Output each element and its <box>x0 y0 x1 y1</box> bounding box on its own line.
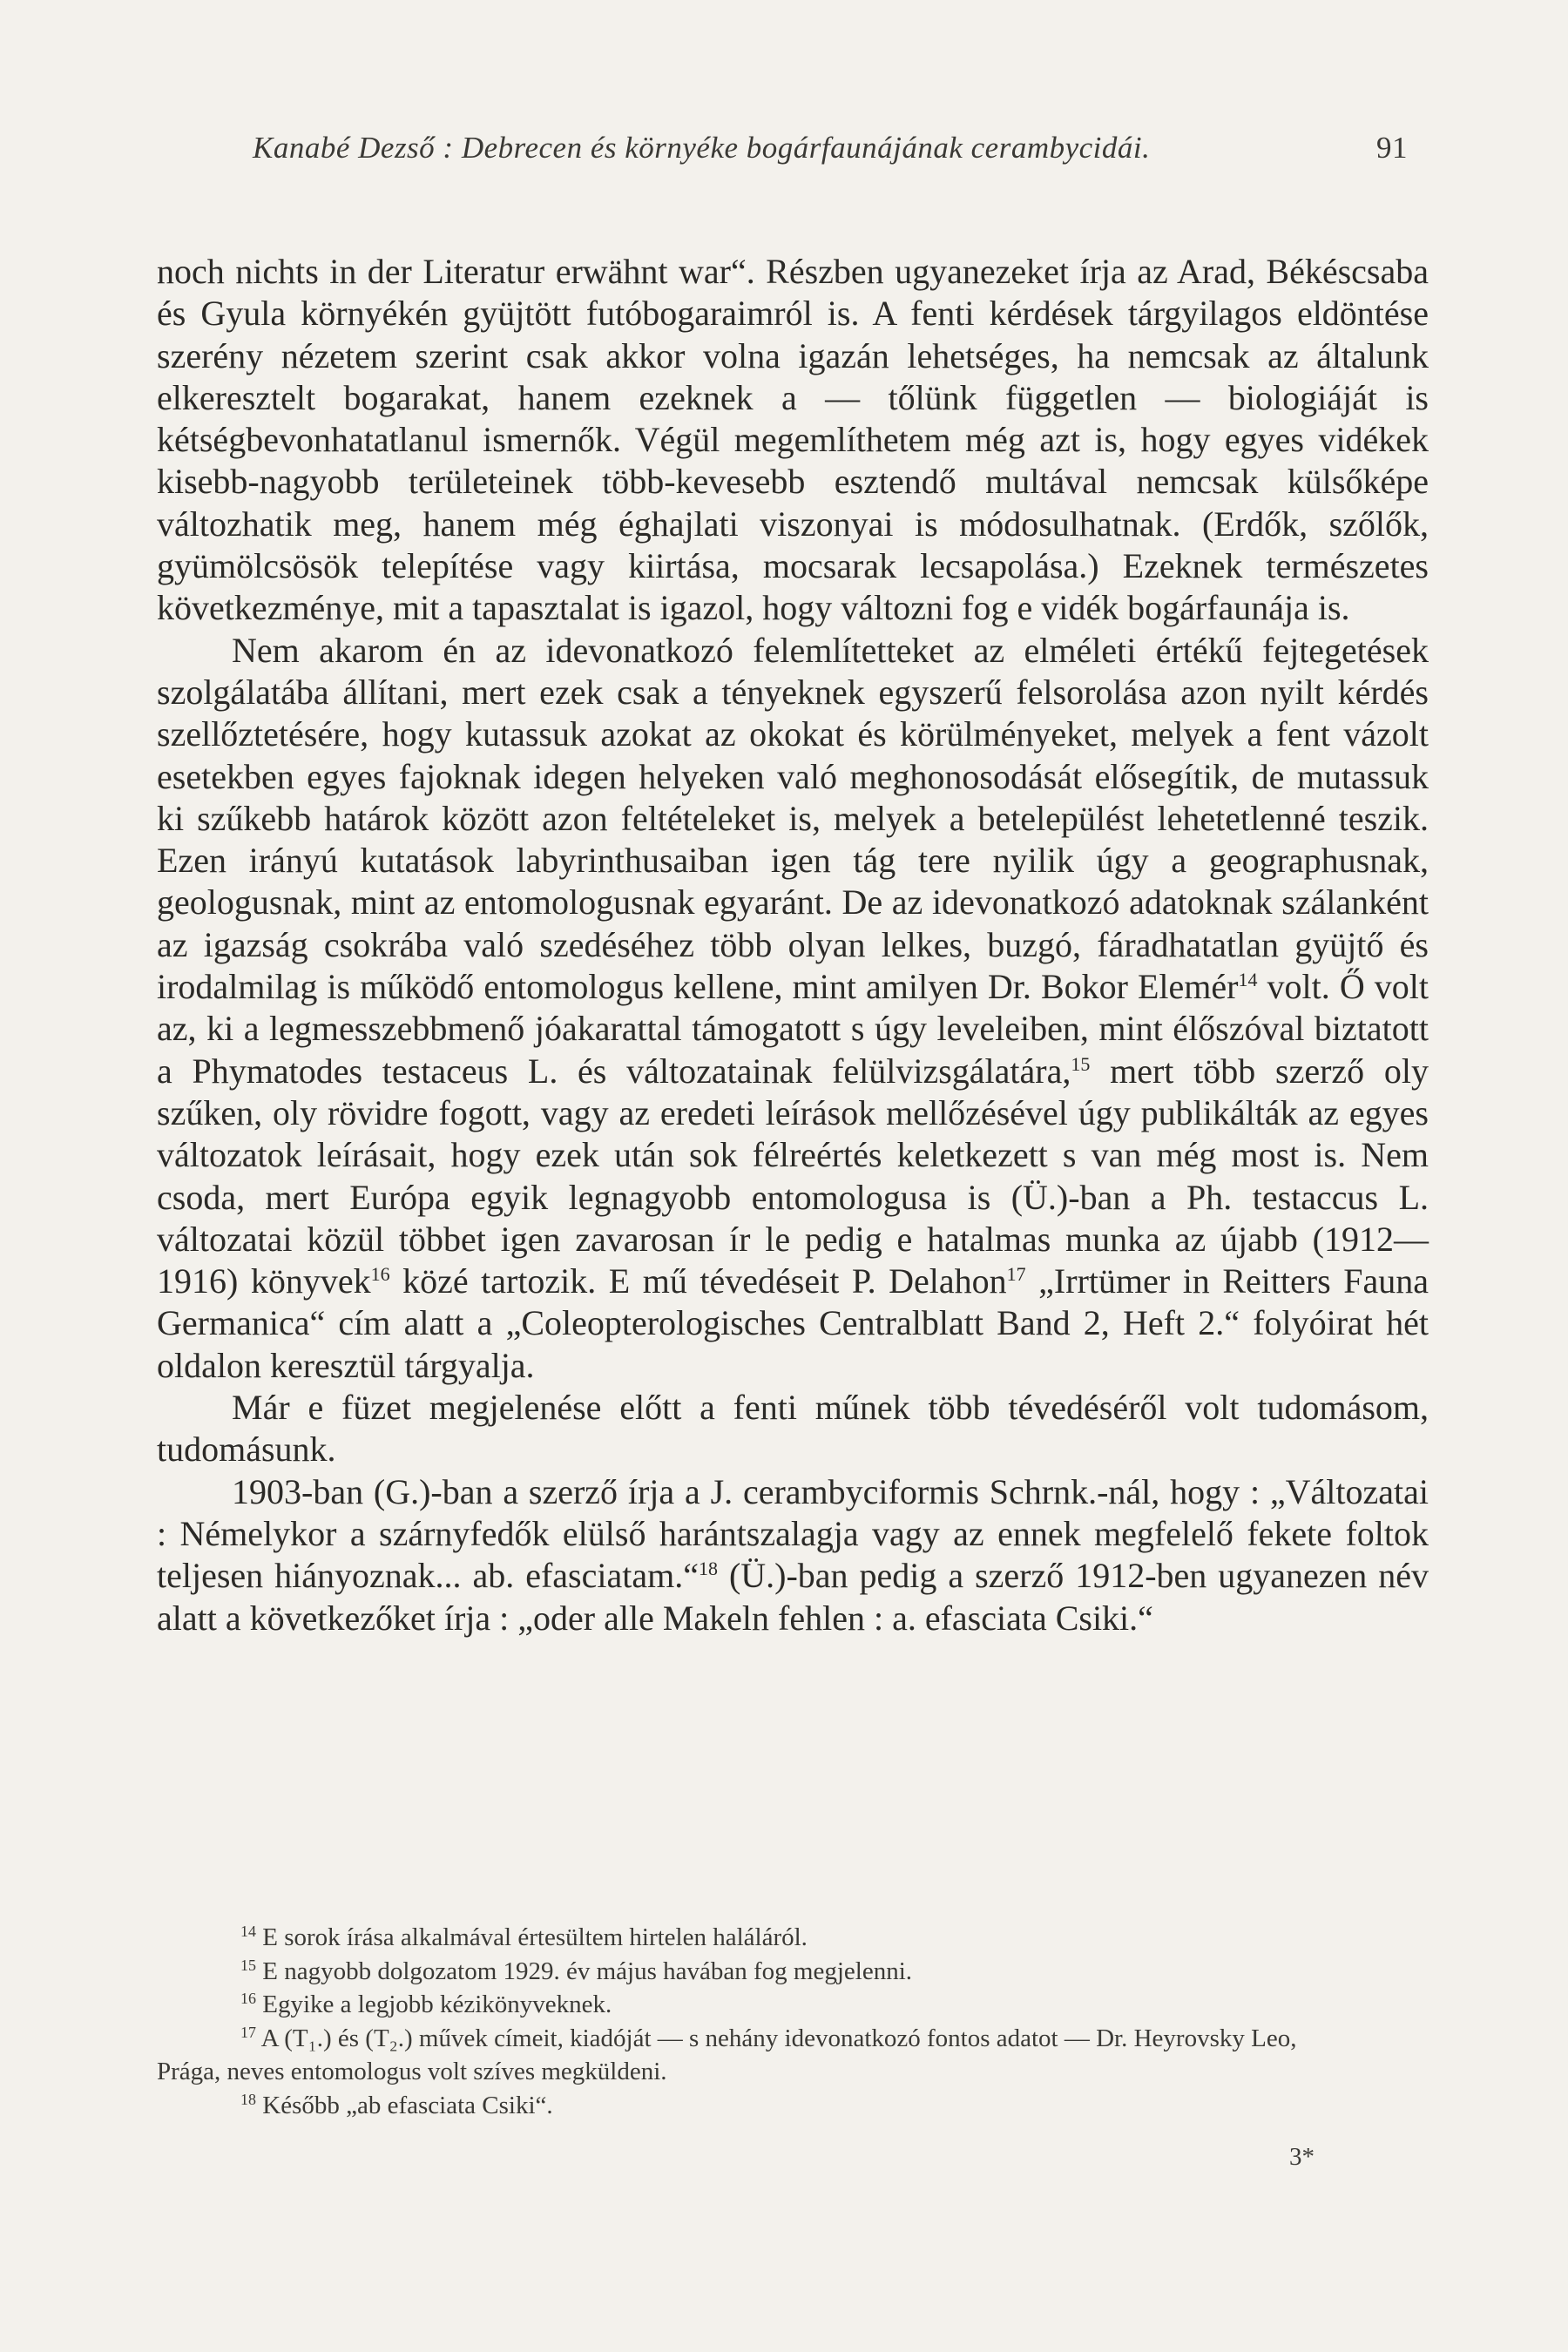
footnote-14 <box>157 1921 1324 1955</box>
footnote-ref-18: 18 <box>698 1558 718 1580</box>
paragraph-4 <box>157 1471 1429 1639</box>
footnote-number: 15 <box>240 1956 256 1974</box>
footnote-15 <box>157 1955 1324 1989</box>
footnote-ref-15: 15 <box>1071 1052 1091 1075</box>
signature-mark: 3* <box>1289 2143 1315 2171</box>
footnote-text: Később „ab efasciata Csiki“. <box>262 2091 553 2119</box>
footnote-text: Egyike a legjobb kézikönyveknek. <box>262 1990 612 2018</box>
footnote-ref-14: 14 <box>1238 969 1258 991</box>
running-head <box>253 131 1551 174</box>
paragraph-2-part-b: volt. Ő volt az, ki a legmesszebbmenő jóakarattal támogatott s úgy leveleiben, mint élőszóval biztatott a Phymatodes testaceus L. és változatainak felülvizsgálatára, <box>157 967 1429 1091</box>
paragraph-2-part-a: Nem akarom én az idevonatkozó felemlítetteket az elméleti értékű fejtegetések szolgálatába állítani, mert ezek csak a tényeknek egyszerű felsorolása azon nyilt kérdés szellőztetésére, hogy kutassuk azokat az okokat és körülményeket, melyek a fent vázolt esetekben egyes fajoknak idegen helyeken való meghonosodását elősegítik, de mutassuk ki szűkebb határok között azon feltételeket is, melyek a betelepülést lehetetlenné teszik. Ezen irányú kutatások labyrinthusaiban igen tág tere nyilik úgy a geographusnak, geologusnak, mint az entomologusnak egyaránt. De az idevonatkozó adatoknak szálanként az igazság csokrába való szedéséhez több olyan lelkes, buzgó, fáradhatatlan gyüjtő és irodalmilag is működő entomologus kellene, mint amilyen Dr. Bokor Elemér <box>157 630 1429 1007</box>
footnote-ref-16: 16 <box>370 1263 390 1286</box>
page-number: 91 <box>1376 131 1408 165</box>
footnote-16 <box>157 1988 1324 2022</box>
footnote-18 <box>157 2089 1324 2123</box>
body-text <box>157 251 1429 1639</box>
footnote-text: E nagyobb dolgozatom 1929. év május havában fog megjelenni. <box>262 1957 913 1985</box>
footnote-text: E sorok írása alkalmával értesültem hirtelen haláláról. <box>262 1923 808 1951</box>
paragraph-1: noch nichts in der Literatur erwähnt war“. Részben ugyanezeket írja az Arad, Békéscsaba és Gyula környékén gyüjtött futóbogaraimról is. A fenti kérdések tárgyilagos eldöntése szerény nézetem szerint csak akkor volna igazán lehetséges, ha nemcsak az általunk elkeresztelt bogarakat, hanem ezeknek a — tőlünk független — biologiáját is kétségbevonhatatlanul ismernők. Végül megemlíthetem még azt is, hogy egyes vidékek kisebb-nagyobb területeinek több-kevesebb esztendő multával nemcsak külsőképe változhatik meg, hanem még éghajlati viszonyai is módosulhatnak. (Erdők, szőlők, gyümölcsösök telepítése vagy kiirtása, mocsarak lecsapolása.) Ezeknek természetes következménye, mit a tapasztalat is igazol, hogy változni fog e vidék bogárfaunája is. <box>157 252 1429 628</box>
footnote-number: 14 <box>240 1923 256 1940</box>
paragraph-2 <box>157 630 1429 1387</box>
paragraph-4-part-b: (Ü.)-ban pedig a szerző 1912-ben ugyanezen név alatt a következőket írja : „oder alle Makeln fehlen : a. efasciata Csiki.“ <box>157 1556 1429 1638</box>
paragraph-3: Már e füzet megjelenése előtt a fenti műnek több tévedéséről volt tudomásom, tudomásunk. <box>157 1388 1429 1470</box>
running-head-title: Kanabé Dezső : Debrecen és környéke bogárfaunájának cerambycidái. <box>253 131 1151 165</box>
paragraph-2-part-c: mert több szerző oly szűken, oly rövidre fogott, vagy az eredeti leírások mellőzésével úgy publikálták az egyes változatok leírásait, hogy ezek után sok félreértés keletkezett s van még most is. Nem csoda, mert Európa egyik legnagyobb entomologusa is (Ü.)-ban a Ph. testaccus L. változatai közül többet igen zavarosan ír le pedig e hatalmas munka az újabb (1912—1916) könyvek <box>157 1051 1429 1301</box>
paragraph-2-part-d: közé tartozik. E mű tévedéseit P. Delahon <box>389 1261 1007 1301</box>
paragraph-4-part-a: 1903-ban (G.)-ban a szerző írja a J. cerambyciformis Schrnk.-nál, hogy : „Változatai : Némelykor a szárnyfedők elülső harántszalagja vagy az ennek megfelelő fekete foltok teljesen hiányoznak... ab. efasciatam.“ <box>157 1471 1429 1596</box>
footnote-number: 16 <box>240 1990 256 2007</box>
footnote-ref-17: 17 <box>1006 1263 1026 1286</box>
footnote-number: 18 <box>240 2090 256 2108</box>
paragraph-2-part-e: „Irrtümer in Reitters Fauna Germanica“ cím alatt a „Coleopterologisches Centralblatt Band 2, Heft 2.“ folyóirat hét oldalon keresztül tárgyalja. <box>157 1261 1429 1385</box>
footnotes <box>157 1921 1324 2122</box>
footnote-number: 17 <box>240 2023 256 2041</box>
footnote-text: A (T₁.) és (T₂.) művek címeit, kiadóját — s nehány idevonatkozó fontos adatot — Dr. Heyrovsky Leo, Prága, neves entomologus volt szíves megküldeni. <box>157 2024 1297 2085</box>
footnote-17 <box>157 2022 1324 2089</box>
